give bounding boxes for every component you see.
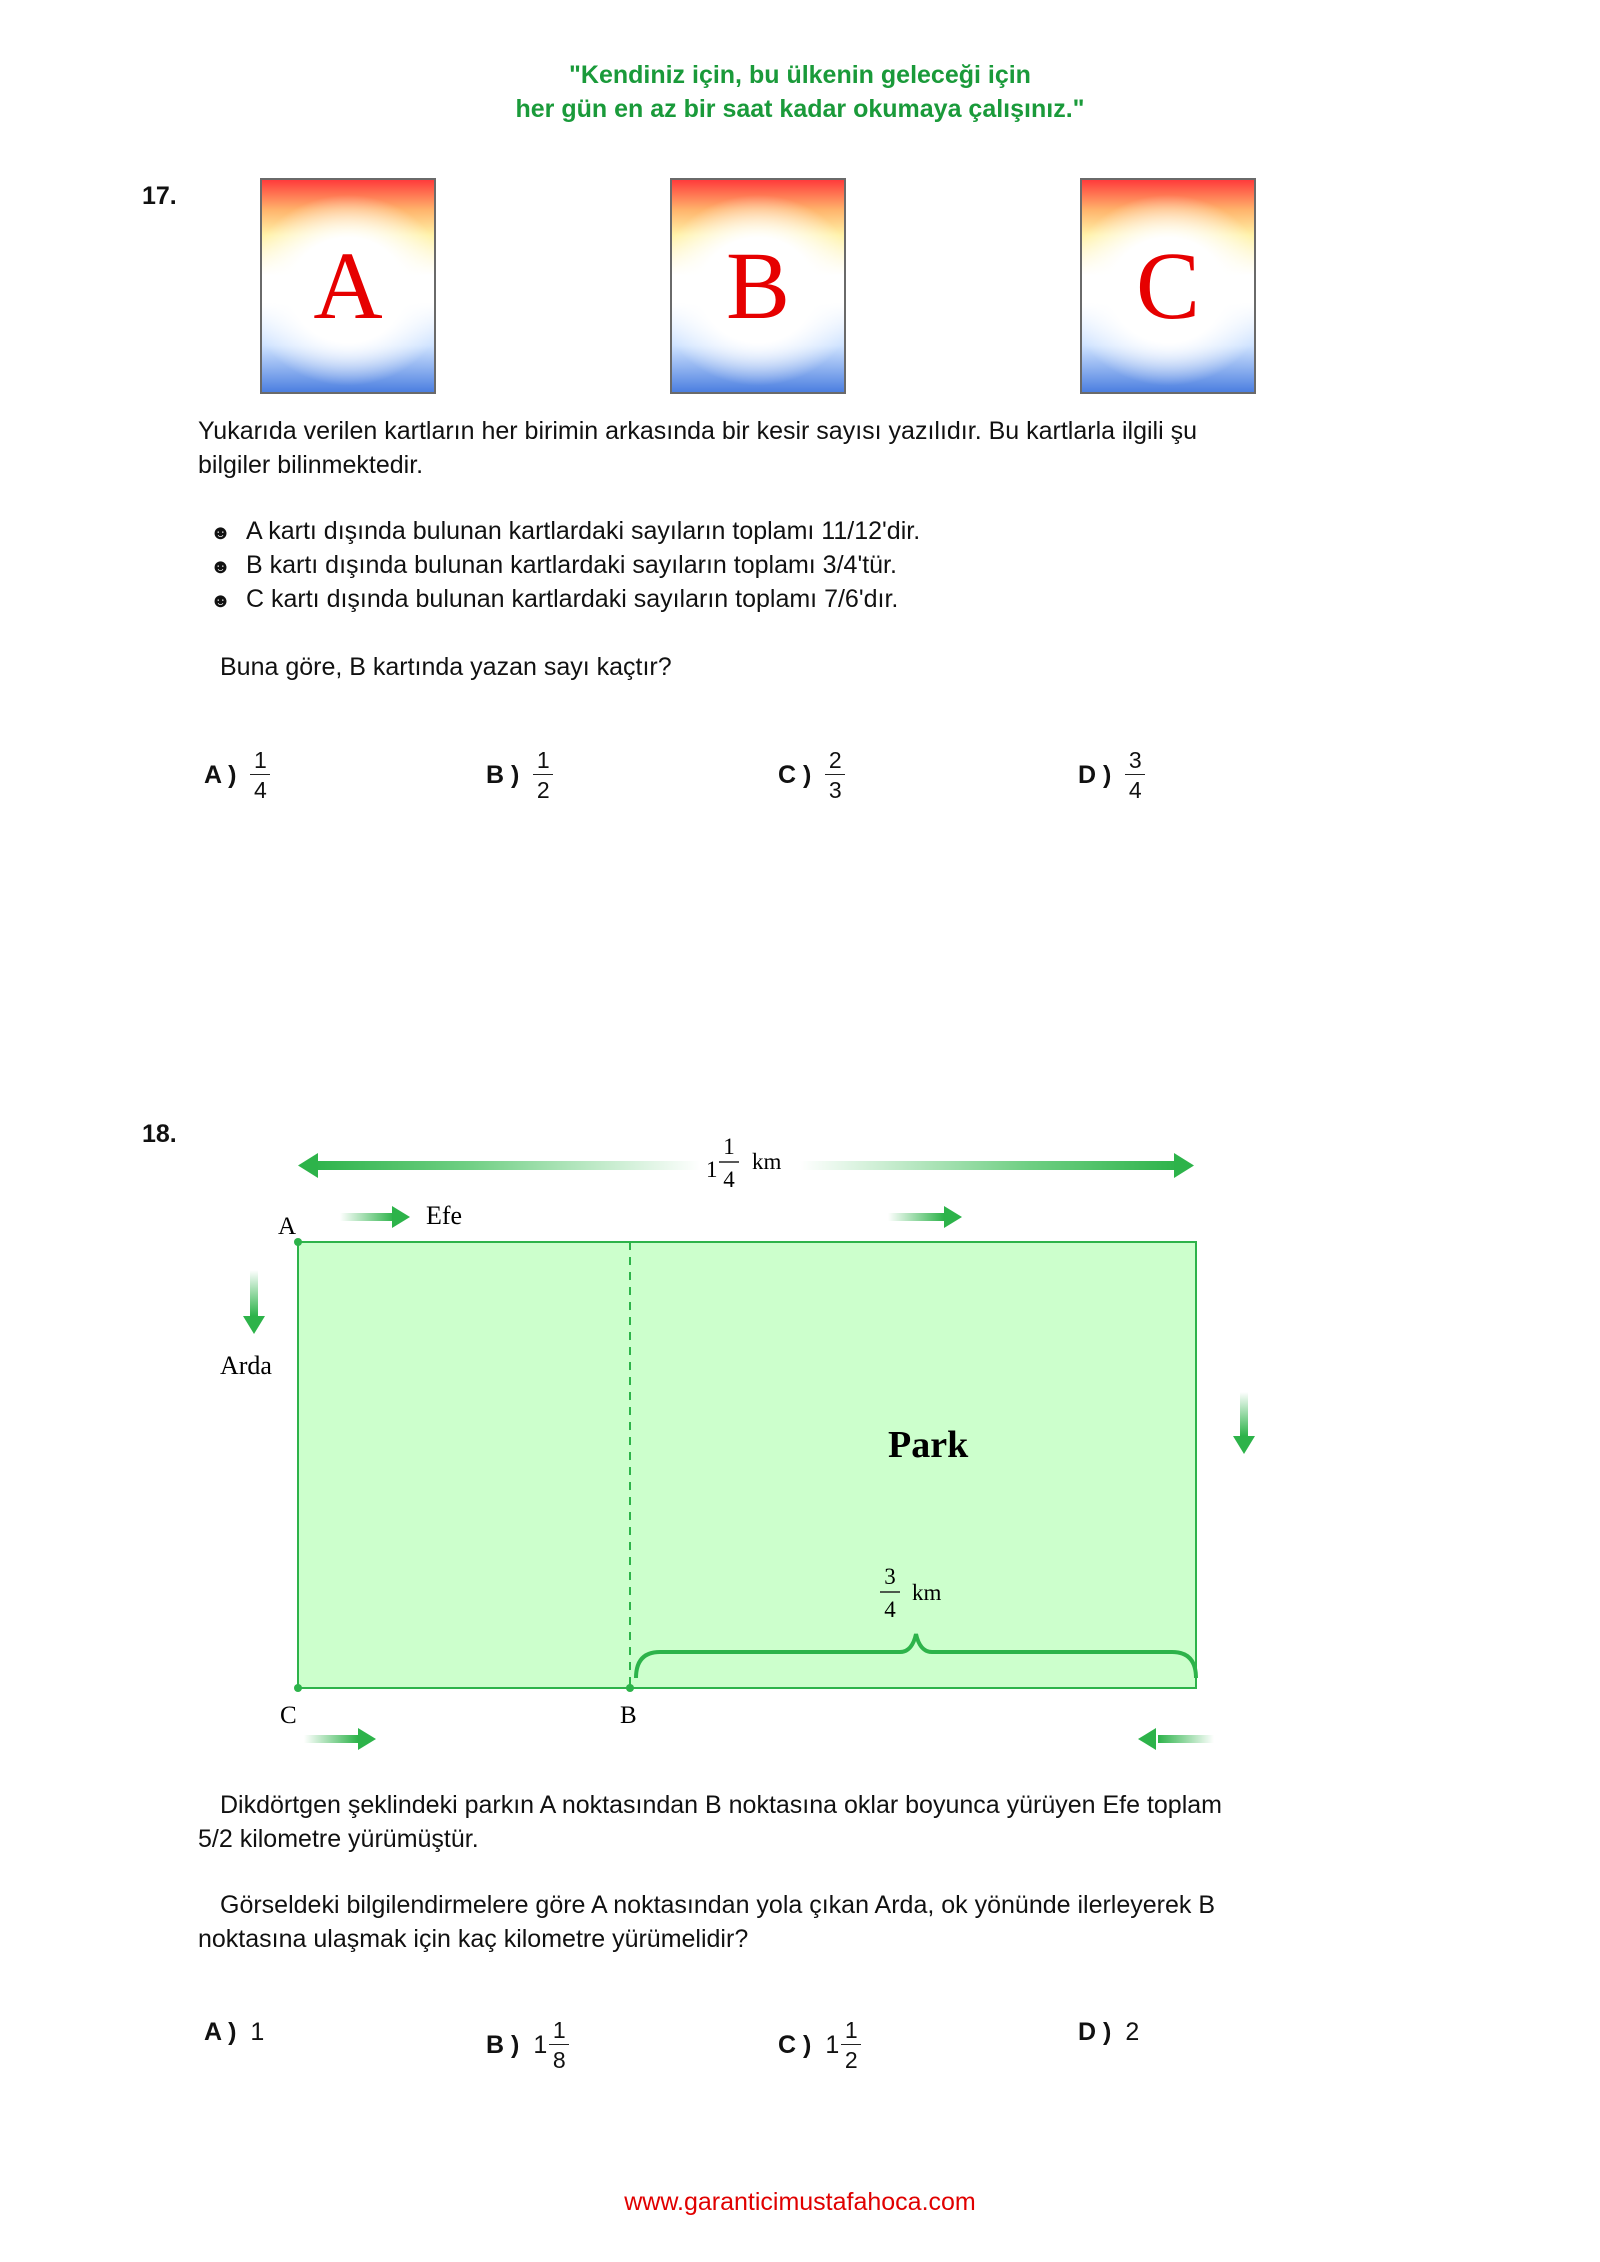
mixed-number bbox=[533, 2018, 569, 2072]
mixed-whole: 1 bbox=[250, 2018, 265, 2046]
fraction bbox=[841, 2018, 861, 2072]
denominator: 2 bbox=[536, 777, 550, 803]
fraction bbox=[533, 748, 553, 802]
mixed-whole: 1 bbox=[706, 1157, 718, 1182]
q17-bullet-3 bbox=[210, 582, 898, 618]
option-label: C ) bbox=[778, 760, 812, 789]
denominator: 2 bbox=[844, 2047, 858, 2073]
park-rectangle bbox=[298, 1242, 1196, 1688]
q18-para1-line-1: Dikdörtgen şeklindeki parkın A noktasından B noktasına oklar boyunca yürüyen Efe toplam bbox=[220, 1791, 1222, 1819]
numerator: 1 bbox=[723, 1134, 735, 1159]
q18-para2-line-1: Görseldeki bilgilendirmelere göre A noktasından yola çıkan Arda, ok yönünde ilerleyerek B bbox=[220, 1891, 1216, 1919]
denominator: 8 bbox=[552, 2047, 566, 2073]
denominator: 3 bbox=[828, 777, 842, 803]
q17-intro-line-1: Yukarıda verilen kartların her birimin arkasında bir kesir sayısı yazılıdır. Bu kartlarla ilgili şu bbox=[198, 417, 1197, 445]
numerator: 1 bbox=[844, 2017, 858, 2043]
smiley-icon: ☻ bbox=[210, 590, 232, 612]
q17-bullet-2 bbox=[210, 548, 897, 584]
fraction bbox=[825, 748, 845, 802]
numerator: 3 bbox=[884, 1564, 896, 1589]
card-a-letter: A bbox=[313, 232, 383, 339]
q18-option-d[interactable] bbox=[1078, 2018, 1141, 2047]
q18-option-a[interactable] bbox=[204, 2018, 266, 2047]
card-c bbox=[1080, 178, 1256, 394]
denominator: 4 bbox=[723, 1167, 735, 1192]
q17-option-a[interactable] bbox=[204, 748, 270, 802]
numerator: 2 bbox=[828, 747, 842, 773]
point-b-label: B bbox=[620, 1702, 637, 1729]
numerator: 1 bbox=[536, 747, 550, 773]
fraction bbox=[549, 2018, 569, 2072]
q18-para2-line-2: noktasına ulaşmak için kaç kilometre yürümelidir? bbox=[198, 1925, 749, 1953]
point-b-dot bbox=[626, 1684, 634, 1692]
motto-line-1: "Kendiniz için, bu ülkenin geleceği için bbox=[569, 61, 1031, 89]
top-measure-arrow bbox=[298, 1153, 1194, 1178]
arda-label: Arda bbox=[220, 1351, 272, 1380]
point-a-label: A bbox=[278, 1213, 297, 1240]
q17-intro-line-2: bilgiler bilinmektedir. bbox=[198, 451, 424, 479]
denominator: 4 bbox=[254, 777, 267, 803]
q17-bullet-text: C kartı dışında bulunan kartlardaki sayıların toplamı 7/6'dır. bbox=[246, 585, 899, 613]
right-down-arrow bbox=[1233, 1392, 1255, 1454]
point-c-label: C bbox=[280, 1702, 297, 1729]
smiley-icon: ☻ bbox=[210, 522, 232, 544]
motto-header bbox=[0, 58, 1600, 126]
bottom-left-arrow bbox=[304, 1728, 376, 1750]
numerator: 3 bbox=[1128, 747, 1142, 773]
denominator: 4 bbox=[884, 1597, 896, 1622]
option-label: B ) bbox=[486, 2030, 520, 2059]
park-label: Park bbox=[888, 1424, 969, 1466]
top-measure-label bbox=[706, 1134, 782, 1192]
mixed-whole: 1 bbox=[533, 2030, 548, 2059]
efe-arrow-2 bbox=[888, 1206, 962, 1228]
option-value bbox=[1125, 2018, 1141, 2047]
card-c-letter: C bbox=[1135, 232, 1201, 339]
q17-bullet-1 bbox=[210, 514, 920, 550]
q17-bullet-text: B kartı dışında bulunan kartlardaki sayıların toplamı 3/4'tür. bbox=[246, 551, 897, 579]
option-label: B ) bbox=[486, 760, 520, 789]
card-a bbox=[260, 178, 436, 394]
q18-option-c[interactable] bbox=[778, 2018, 861, 2072]
efe-label: Efe bbox=[426, 1201, 463, 1230]
option-label: D ) bbox=[1078, 2018, 1112, 2046]
q17-option-c[interactable] bbox=[778, 748, 845, 802]
option-label: C ) bbox=[778, 2030, 812, 2059]
q18-option-b[interactable] bbox=[486, 2018, 569, 2072]
unit-label: km bbox=[912, 1580, 942, 1605]
option-label: A ) bbox=[204, 760, 237, 789]
mixed-whole: 1 bbox=[825, 2030, 840, 2059]
bottom-right-arrow bbox=[1138, 1728, 1214, 1750]
q17-question: Buna göre, B kartında yazan sayı kaçtır? bbox=[220, 653, 672, 681]
mixed-whole: 2 bbox=[1125, 2018, 1140, 2046]
card-b-letter: B bbox=[725, 232, 791, 339]
park-diagram bbox=[0, 1100, 1600, 1760]
footer-website[interactable]: www.garanticimustafahoca.com bbox=[624, 2188, 976, 2216]
card-b bbox=[670, 178, 846, 394]
unit-label: km bbox=[752, 1149, 782, 1174]
option-label: A ) bbox=[204, 2018, 237, 2046]
q17-option-b[interactable] bbox=[486, 748, 553, 802]
mixed-number bbox=[825, 2018, 861, 2072]
question-18-number: 18. bbox=[142, 1120, 177, 1148]
denominator: 4 bbox=[1128, 777, 1142, 803]
q17-bullet-text: A kartı dışında bulunan kartlardaki sayıların toplamı 11/12'dir. bbox=[246, 517, 921, 545]
q17-option-d[interactable] bbox=[1078, 748, 1145, 802]
motto-line-2: her gün en az bir saat kadar okumaya çalışınız." bbox=[515, 95, 1085, 123]
efe-arrow-1 bbox=[340, 1206, 410, 1228]
option-label: D ) bbox=[1078, 760, 1112, 789]
option-value bbox=[250, 2018, 266, 2047]
q18-para1-line-2: 5/2 kilometre yürümüştür. bbox=[198, 1825, 479, 1853]
numerator: 1 bbox=[254, 747, 267, 773]
fraction bbox=[250, 748, 270, 802]
smiley-icon: ☻ bbox=[210, 556, 232, 578]
point-c-dot bbox=[294, 1684, 302, 1692]
fraction bbox=[1125, 748, 1145, 802]
numerator: 1 bbox=[552, 2017, 566, 2043]
question-17-number: 17. bbox=[142, 182, 177, 210]
arda-arrow bbox=[243, 1270, 265, 1334]
